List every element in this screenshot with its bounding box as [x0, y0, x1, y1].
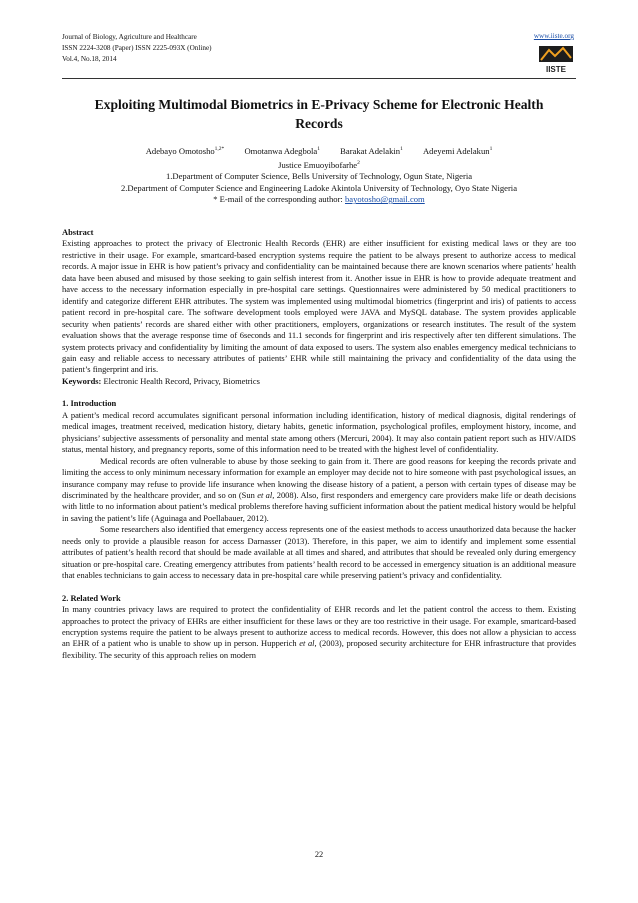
logo-text: IISTE	[545, 65, 567, 74]
author-list	[62, 144, 576, 171]
affiliations	[62, 171, 576, 206]
keywords: Keywords: Electronic Health Record, Privacy, Biometrics	[62, 375, 260, 386]
introduction-heading: 1. Introduction	[62, 398, 117, 409]
intro-paragraph-1: A patient’s medical record accumulates significant personal information including identification, history of medical diagnosis, digital renderings of medical images, treatment received, medication history, dietary habits, genetic information, psychological profiles, employment history, income, and physicians’ subjective assessments of personality and mental state among others (Mercuri, 2004). It may also contain patient report such as HIV/AIDS status, mental history, and pregnancy reports, some of this information need to be treated with the highest level of confidentiality.	[62, 409, 576, 455]
header-divider	[62, 78, 576, 79]
journal-website-link[interactable]: www.iiste.org	[533, 32, 574, 40]
page-number: 22	[314, 850, 324, 859]
intro-paragraph-3: Some researchers also identified that emergency access represents one of the easiest methods to access unauthorized data because the hacker needs only to provide a plausible reason for access Darnasser (2013). Therefore, in this paper, we aim to identify and implement some essential attributes of patient’s health record that should be made available at all times and shared, and attributes that should be revealed only during emergency situation or pre-hospital care. Creating emergency attributes from patients’ health record to be accessed in emergency situation is an additional measure that enables technicians to gain access to necessary data in pre-hospital care while preserving patient’s privacy and confidentiality.	[62, 524, 576, 581]
related-work-heading: 2. Related Work	[62, 592, 121, 603]
author-5: Justice Emuoyibofarhe$^2$	[278, 159, 360, 170]
affiliation-1: 1.Department of Computer Science, Bells University of Technology, Ogun State, Nigeria	[165, 171, 473, 181]
paper-title: Exploiting Multimodal Biometrics in E-Privacy Scheme for Electronic Health Records	[94, 97, 544, 131]
journal-header	[62, 32, 212, 65]
abstract-text: Existing approaches to protect the privacy of Electronic Health Records (EHR) are either insufficient for existing medical laws or they are too restrictive in their usage. For example, smartcard-based encryption systems require the patient to be always present to authorize access to medical records. A major issue in EHR is how patient’s privacy and confidentiality can be maintained because there are known scenarios where patients’ health data have been abused and misused by those seeking to gain selfish interest from it. Another issue in EHR is how to provide adequate treatment and have access to the necessary information especially in pre-hospital care settings. Questionnaires were administered by 50 medical practitioners to identify and categorize different EHR attributes. The system was implemented using multimodal biometrics (fingerprint and iris) of patients to access patient record in pre-hospital care. The software development tools employed were JAVA and MySQL database. The system provides applicable security when patients’ records are shared either with other practitioners, employers, organizations or research institutes. The result of the system evaluation shows that the average response time of 6seconds and 11.1 seconds for fingerprint and iris respectively after ten different simulations. The system protects privacy and confidentiality by limiting the amount of data exposed to users. The system also enables emergency medical technicians to gain easy and reliable access to necessary attributes of patients’ EHR while still maintaining the privacy and confidentiality of the data using the patient’s fingerprint and iris.	[62, 238, 576, 375]
affiliation-2: 2.Department of Computer Science and Engineering Ladoke Akintola University of Technology, Oyo State Nigeria	[120, 182, 518, 193]
author-email-link[interactable]: bayotosho@gmail.com	[344, 194, 425, 205]
related-paragraph-1: In many countries privacy laws are required to protect the confidentiality of EHR records and let the patient control the access to them. Existing approaches to protect the privacy of EHRs are either insufficient for these laws or they are too restrictive in their usage. For example, smartcard-based encryption systems require the patient to be always present to authorize access to medical records. However, this does not allow a physician to access an EHR of a patient who is unable to show up in person. Hupperich et al, (2003), proposed security architecture for EHR infrastructure that provides flexibility. The security of this approach relies on modern	[62, 604, 576, 660]
intro-paragraph-2: Medical records are often vulnerable to abuse by those seeking to gain from it. There are good reasons for keeping the records private and limiting the access to only minimum necessary information for example an employer may decide not to hire someone with past psychological issues, an insurance company may refuse to provide life insurance when knowing the disease history of a patient, a person with certain types of disease may be discriminated by the healthcare provider, and so on (Sun et al, 2008). Also, first responders and emergency care providers make life or death decisions with little to no information about patient’s medical problems therefore having sufficient information about the patient medical history would be helpful in saving the patient’s life (Aguinaga and Poellabauer, 2012).	[62, 455, 577, 523]
paper-body	[62, 227, 576, 661]
journal-name: Journal of Biology, Agriculture and Healthcare	[62, 33, 197, 41]
author-3: Barakat Adelakin$^1$	[340, 146, 403, 156]
corresponding-author: * E-mail of the corresponding author: bayotosho@gmail.com	[213, 194, 425, 205]
abstract-heading: Abstract	[62, 227, 94, 237]
journal-volume: Vol.4, No.18, 2014	[62, 55, 117, 63]
author-1: Adebayo Omotosho$^{1,2*}$	[145, 146, 225, 156]
journal-issn: ISSN 2224-3208 (Paper) ISSN 2225-093X (Online)	[62, 44, 212, 52]
iiste-logo	[537, 44, 575, 74]
author-2: Omotanwa Adegbola$^1$	[244, 146, 320, 156]
author-4: Adeyemi Adelakun$^1$	[422, 146, 493, 156]
